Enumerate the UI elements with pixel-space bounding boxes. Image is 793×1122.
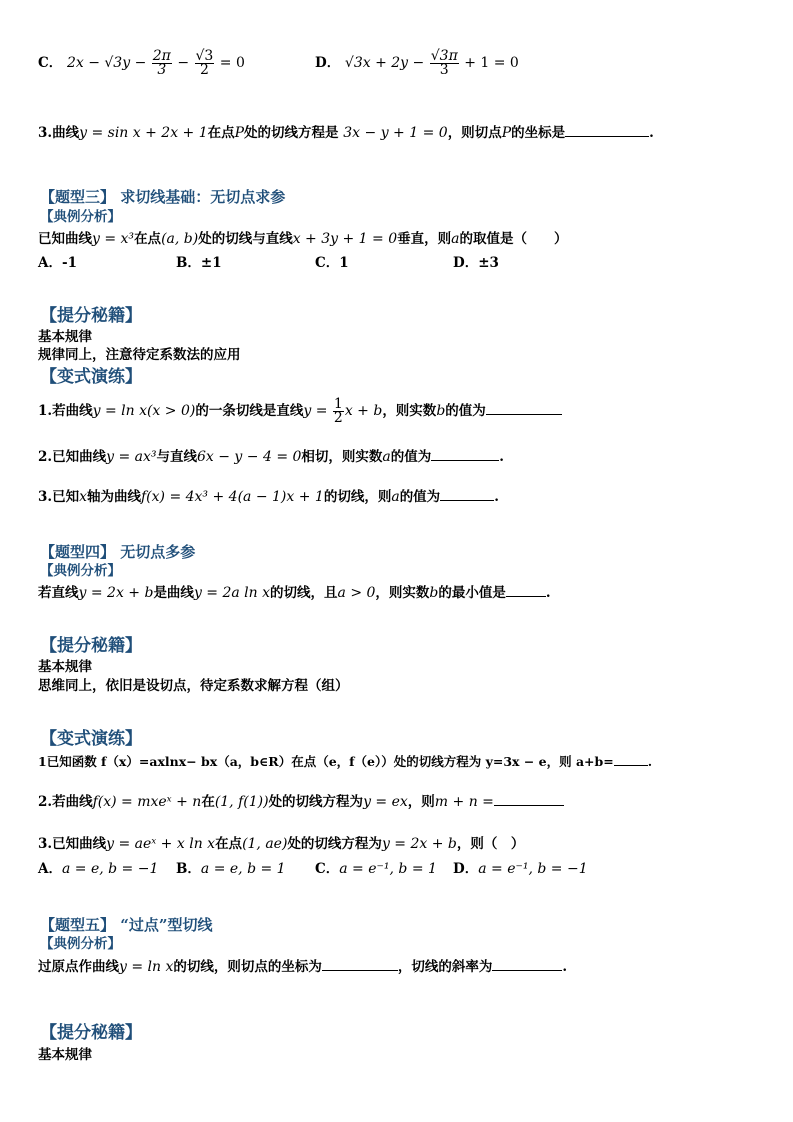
- frac-denominator: 3: [439, 62, 449, 78]
- q-text: 轴为曲线: [87, 489, 141, 505]
- option-c-label: C．: [38, 55, 63, 71]
- section-4-example-label: 【典例分析】: [40, 563, 121, 579]
- option-math: a = e, b = 1: [200, 861, 286, 877]
- q-text: 在点: [215, 836, 243, 852]
- section-3-question: [38, 230, 567, 248]
- q-text: 1已知函数 f（x）=axlnx− bx（a，b∈R）在点（e，f（e））处的切线方程为 y=3x − e，则 a+b=: [38, 754, 614, 769]
- q-text: .: [494, 489, 499, 505]
- section-4-practice-3: [38, 835, 524, 853]
- q-text: 的取值是（ ）: [459, 231, 568, 247]
- section-3-option-b: B．±1: [176, 255, 222, 271]
- q-text: 3.已知曲线: [38, 836, 107, 852]
- option-d-expr: √3x + 2y −: [344, 55, 429, 71]
- q-text: 处的切线与直线: [198, 231, 293, 247]
- frac-numerator: 1: [333, 396, 343, 412]
- q-text: ，则实数: [375, 585, 430, 601]
- q-math: y =: [303, 403, 332, 419]
- option-label: C．: [315, 861, 340, 877]
- q-text: ，则切点: [447, 125, 502, 141]
- option-label: D．: [453, 861, 479, 877]
- section-3-practice-1: [38, 398, 562, 425]
- section-3-rule-text: 规律同上，注意待定系数法的应用: [38, 347, 241, 363]
- section-3-option-d: D．±3: [453, 255, 499, 271]
- option-math: a = e⁻¹, b = 1: [339, 861, 437, 877]
- q-math: y = x³: [92, 231, 135, 247]
- q-math: b: [429, 585, 439, 601]
- q-text: ，切线的斜率为: [397, 959, 493, 975]
- section-5-rule-label: 基本规律: [38, 1047, 92, 1063]
- section-4-tips-title: 【提分秘籍】: [40, 636, 142, 656]
- option-d-label: D．: [315, 55, 341, 71]
- q-math: (a, b): [161, 231, 199, 247]
- q-text: 的值为: [445, 403, 486, 419]
- q-text: 在点: [207, 125, 235, 141]
- question-3: [38, 122, 654, 142]
- q-math: x + 3y + 1 = 0: [292, 231, 398, 247]
- q-text: 处的切线方程为: [268, 794, 364, 810]
- option-label: B．: [176, 861, 201, 877]
- answer-blank[interactable]: [506, 582, 546, 597]
- q-text: 3.曲线: [38, 125, 80, 141]
- section-4-practice-title: 【变式演练】: [40, 729, 142, 749]
- answer-blank[interactable]: [440, 486, 494, 501]
- section-3-example-label: 【典例分析】: [40, 209, 121, 225]
- answer-blank[interactable]: [492, 956, 562, 971]
- section-3-option-c: C．1: [315, 255, 349, 271]
- q-math: (1, f(1)): [214, 794, 269, 810]
- q-math: (1, ae): [242, 836, 288, 852]
- q-text: 在: [201, 794, 215, 810]
- q-text: 已知曲线: [38, 231, 92, 247]
- section-4-option-d: [453, 860, 588, 878]
- section-4-rule-label: 基本规律: [38, 659, 92, 675]
- q-text: 处的切线方程是: [244, 125, 339, 141]
- section-4-question: [38, 582, 551, 602]
- q-text: 3.已知: [38, 489, 80, 505]
- section-3-practice-3: [38, 486, 499, 506]
- q-text: 的一条切线是直线: [195, 403, 304, 419]
- q-text: 若直线: [38, 585, 79, 601]
- q-text: ，则: [407, 794, 435, 810]
- section-3-practice-title: 【变式演练】: [40, 367, 142, 387]
- frac-denominator: 3: [157, 62, 167, 78]
- option-c-fraction-1: [152, 50, 172, 77]
- q-math: a: [451, 231, 460, 247]
- q-text: .: [649, 125, 654, 141]
- q-math: y = aeˣ + x ln x: [106, 836, 216, 852]
- q-math: m + n =: [434, 794, 494, 810]
- q-math: y = 2x + b: [381, 836, 457, 852]
- section-5-question: [38, 956, 567, 976]
- q-text: 的坐标是: [511, 125, 566, 141]
- option-c-expr: 2x − √3y −: [66, 55, 151, 71]
- q-text: 处的切线方程为: [287, 836, 382, 852]
- q-math: 6x − y − 4 = 0: [197, 449, 302, 465]
- q-text: 的值为: [399, 489, 441, 505]
- q-math: y = 2x + b: [78, 585, 154, 601]
- practice-1-fraction: [333, 398, 344, 425]
- q-math: f(x) = mxeˣ + n: [92, 794, 202, 810]
- minus-sign: −: [172, 55, 194, 71]
- q-text: 的切线，则切点的坐标为: [173, 959, 322, 975]
- option-math: a = e⁻¹, b = −1: [478, 861, 588, 877]
- answer-blank[interactable]: [486, 400, 562, 415]
- q-text: 垂直，则: [397, 231, 452, 247]
- option-math: a = e, b = −1: [61, 861, 159, 877]
- answer-blank[interactable]: [565, 122, 649, 137]
- q-text: .: [545, 585, 551, 601]
- q-text: ，则实数: [382, 403, 437, 419]
- section-4-rule-text: 思维同上，依旧是设切点，待定系数求解方程（组）: [38, 678, 349, 694]
- frac-denominator: 2: [333, 410, 343, 426]
- option-c-tail: = 0: [215, 55, 245, 71]
- q-text: .: [647, 754, 653, 769]
- section-5-tips-title: 【提分秘籍】: [40, 1023, 142, 1043]
- q-math: x + b: [344, 403, 383, 419]
- q-text: 与直线: [156, 449, 197, 465]
- answer-blank[interactable]: [322, 956, 398, 971]
- section-4-title: 【题型四】 无切点多参: [40, 543, 196, 561]
- q-math: a > 0: [337, 585, 376, 601]
- q-text: 的切线，且: [270, 585, 338, 601]
- q-math: y = ax³: [106, 449, 157, 465]
- section-3-tips-title: 【提分秘籍】: [40, 306, 142, 326]
- section-4-option-a: [38, 860, 158, 878]
- q-text: .: [499, 449, 504, 465]
- section-5-example-label: 【典例分析】: [40, 936, 121, 952]
- q-text: 相切，则实数: [301, 449, 383, 465]
- option-d-fraction: [430, 50, 459, 77]
- option-c: [38, 50, 245, 77]
- q-math: P: [234, 125, 245, 141]
- section-3-practice-2: [38, 446, 504, 466]
- q-math: b: [436, 403, 446, 419]
- frac-numerator: √3: [195, 48, 214, 64]
- q-math: a: [382, 449, 391, 465]
- option-label: A．: [38, 861, 62, 877]
- q-text: 的最小值是: [438, 585, 506, 601]
- q-text: 在点: [134, 231, 162, 247]
- q-text: .: [562, 959, 568, 975]
- q-math: y = ex: [363, 794, 408, 810]
- q-text: 2.若曲线: [38, 794, 93, 810]
- q-math: y = ln x: [119, 959, 174, 975]
- q-text: 的值为: [390, 449, 432, 465]
- frac-denominator: 2: [199, 62, 209, 78]
- frac-numerator: 2π: [152, 48, 171, 64]
- section-4-option-c: [315, 860, 437, 878]
- section-5-title: 【题型五】 “过点”型切线: [40, 916, 213, 934]
- frac-numerator: √3π: [430, 48, 458, 64]
- q-text: ，则（ ）: [456, 836, 525, 852]
- option-d-tail: + 1 = 0: [459, 55, 519, 71]
- q-math: f(x) = 4x³ + 4(a − 1)x + 1: [141, 489, 324, 505]
- q-text: 过原点作曲线: [38, 959, 119, 975]
- section-4-practice-2: [38, 791, 564, 811]
- answer-blank[interactable]: [614, 751, 648, 766]
- q-math: y = ln x(x > 0): [92, 403, 196, 419]
- q-text: 2.已知曲线: [38, 449, 107, 465]
- answer-blank[interactable]: [494, 791, 564, 806]
- section-3-title: 【题型三】 求切线基础：无切点求参: [40, 188, 286, 206]
- option-c-fraction-2: [195, 50, 215, 77]
- section-3-rule-label: 基本规律: [38, 329, 92, 345]
- q-math: a: [391, 489, 400, 505]
- section-4-practice-1: [38, 751, 652, 771]
- q-text: 的切线，则: [323, 489, 392, 505]
- q-math: y = 2a ln x: [193, 585, 271, 601]
- q-text: 是曲线: [153, 585, 194, 601]
- q-math: P: [501, 125, 512, 141]
- q-math: y = sin x + 2x + 1: [79, 125, 208, 141]
- option-d: [315, 50, 519, 77]
- q-math: 3x − y + 1 = 0: [343, 125, 448, 141]
- q-text: 1.若曲线: [38, 403, 93, 419]
- section-4-option-b: [176, 860, 286, 878]
- q-math: x: [79, 489, 87, 505]
- answer-blank[interactable]: [431, 446, 499, 461]
- section-3-option-a: A．-1: [38, 255, 77, 271]
